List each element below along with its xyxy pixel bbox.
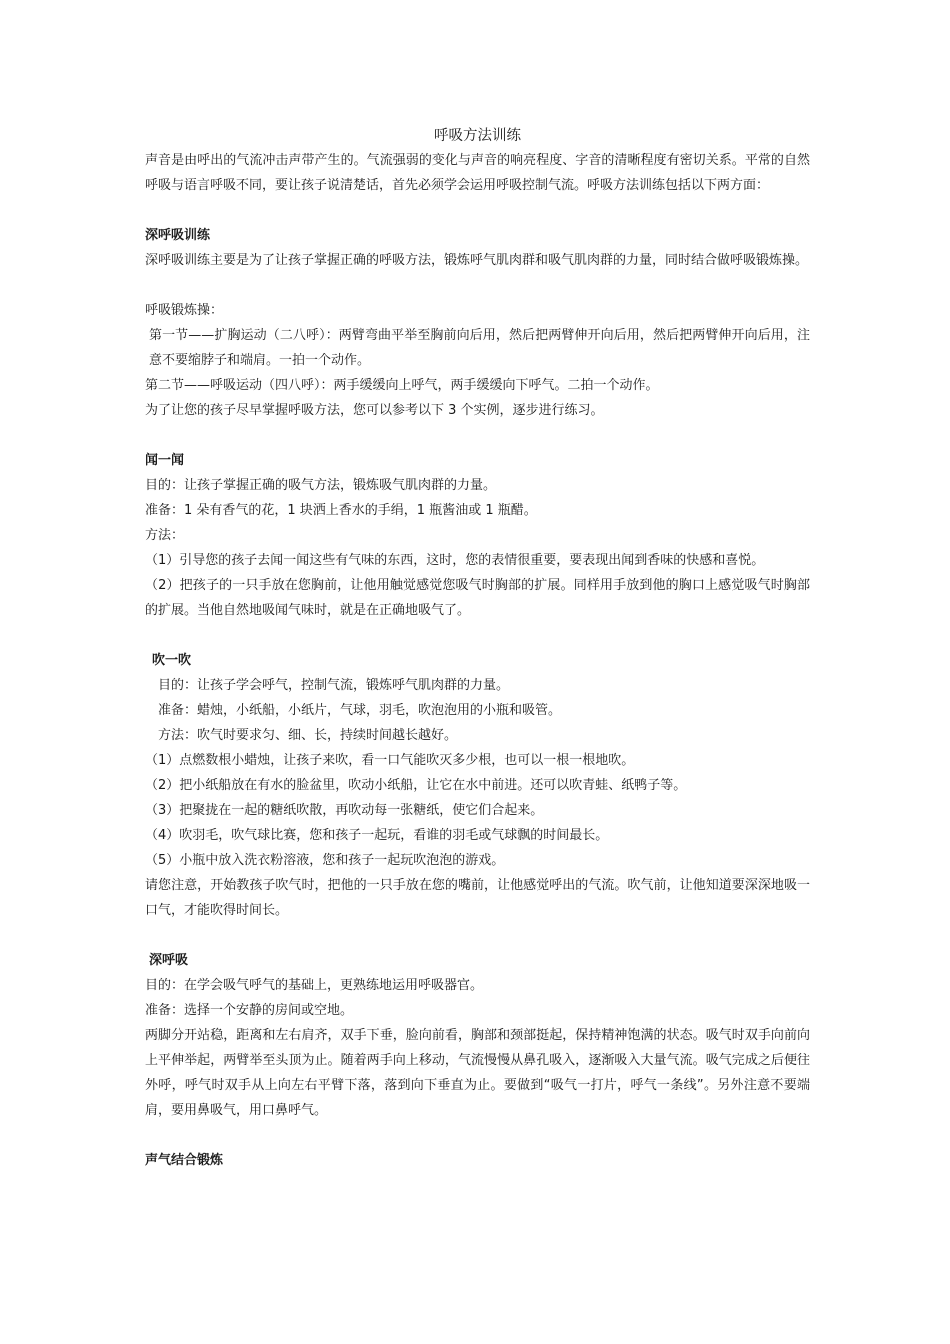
spacer — [145, 1123, 810, 1148]
section-heading-voice-breath: 声气结合锻炼 — [145, 1153, 224, 1168]
blow-note: 请您注意，开始教孩子吹气时，把他的一只手放在您的嘴前，让他感觉呼出的气流。吹气前，让他知道要深深地吸一口气，才能吹得时间长。 — [145, 878, 810, 918]
exercise-label: 呼吸锻炼操： — [145, 303, 224, 318]
section-heading-deep-breath: 深呼吸 — [149, 953, 189, 968]
smell-step-2: （2）把孩子的一只手放在您胸前，让他用触觉感觉您吸气时胸部的扩展。同样用手放到他的胸口上感觉吸气时胸部的扩展。当他自然地吸闻气味时，就是在正确地吸气了。 — [145, 578, 810, 618]
spacer — [145, 923, 810, 948]
smell-method-label: 方法： — [145, 528, 185, 543]
blow-step-2: （2）把小纸船放在有水的脸盆里，吹动小纸船，让它在水中前进。还可以吹青蛙、纸鸭子等。 — [145, 778, 687, 793]
blow-step-4: （4）吹羽毛，吹气球比赛，您和孩子一起玩，看谁的羽毛或气球飘的时间最长。 — [145, 828, 609, 843]
exercise-section-two: 第二节——呼吸运动（四八呼）：两手缓缓向上呼气，两手缓缓向下呼气。二拍一个动作。 — [145, 378, 659, 393]
exercise-examples-note: 为了让您的孩子尽早掌握呼吸方法，您可以参考以下 3 个实例，逐步进行练习。 — [145, 403, 604, 418]
spacer — [145, 623, 810, 648]
spacer — [145, 273, 810, 298]
blow-preparation: 准备：蜡烛，小纸船，小纸片，气球，羽毛，吹泡泡用的小瓶和吸管。 — [158, 703, 562, 718]
smell-step-1: （1）引导您的孩子去闻一闻这些有气味的东西，这时，您的表情很重要，要表现出闻到香味的快感和喜悦。 — [145, 553, 765, 568]
section-heading-smell: 闻一闻 — [145, 453, 185, 468]
spacer — [145, 198, 810, 223]
blow-goal: 目的：让孩子学会呼气，控制气流，锻炼呼气肌肉群的力量。 — [158, 678, 510, 693]
document-title: 呼吸方法训练 — [434, 128, 521, 144]
blow-step-5: （5）小瓶中放入洗衣粉溶液，您和孩子一起玩吹泡泡的游戏。 — [145, 853, 505, 868]
blow-step-1: （1）点燃数根小蜡烛，让孩子来吹，看一口气能吹灭多少根，也可以一根一根地吹。 — [145, 753, 635, 768]
blow-method: 方法：吹气时要求匀、细、长，持续时间越长越好。 — [158, 728, 458, 743]
deep-breath-preparation: 准备：选择一个安静的房间或空地。 — [145, 1003, 354, 1018]
spacer — [145, 423, 810, 448]
deep-breath-goal: 目的：在学会吸气呼气的基础上，更熟练地运用呼吸器官。 — [145, 978, 484, 993]
deep-breath-paragraph: 两脚分开站稳，距离和左右肩齐，双手下垂，脸向前看，胸部和颈部挺起，保持精神饱满的状态。吸气时双手向前向上平伸举起，两臂举至头顶为止。随着两手向上移动，气流慢慢从鼻孔吸入，逐渐吸入大量气流。吸气完成之后便往外呼，呼气时双手从上向左右平臂下落，落到向下垂直为止。要做到“吸气一打片，呼气一条线”。另外注意不要端肩，要用鼻吸气，用口鼻呼气。 — [145, 1028, 810, 1118]
blow-step-3: （3）把聚拢在一起的糖纸吹散，再吹动每一张糖纸，使它们合起来。 — [145, 803, 544, 818]
section-heading-deep-breathing-training: 深呼吸训练 — [145, 228, 211, 243]
document-page — [145, 124, 810, 1173]
intro-paragraph: 声音是由呼出的气流冲击声带产生的。气流强弱的变化与声音的响亮程度、字音的清晰程度有密切关系。平常的自然呼吸与语言呼吸不同，要让孩子说清楚话，首先必须学会运用呼吸控制气流。呼吸方法训练包括以下两方面： — [145, 153, 810, 193]
section-heading-blow: 吹一吹 — [152, 653, 192, 668]
smell-preparation: 准备：1 朵有香气的花，1 块洒上香水的手绢，1 瓶酱油或 1 瓶醋。 — [145, 503, 537, 518]
smell-goal: 目的：让孩子掌握正确的吸气方法，锻炼吸气肌肉群的力量。 — [145, 478, 497, 493]
deep-breathing-training-paragraph: 深呼吸训练主要是为了让孩子掌握正确的呼吸方法，锻炼呼气肌肉群和吸气肌肉群的力量，同时结合做呼吸锻炼操。 — [145, 253, 809, 268]
exercise-section-one: 第一节——扩胸运动（二八呼）：两臂弯曲平举至胸前向后用，然后把两臂伸开向后用，然后把两臂伸开向后用，注意不要缩脖子和端肩。一拍一个动作。 — [149, 328, 810, 368]
